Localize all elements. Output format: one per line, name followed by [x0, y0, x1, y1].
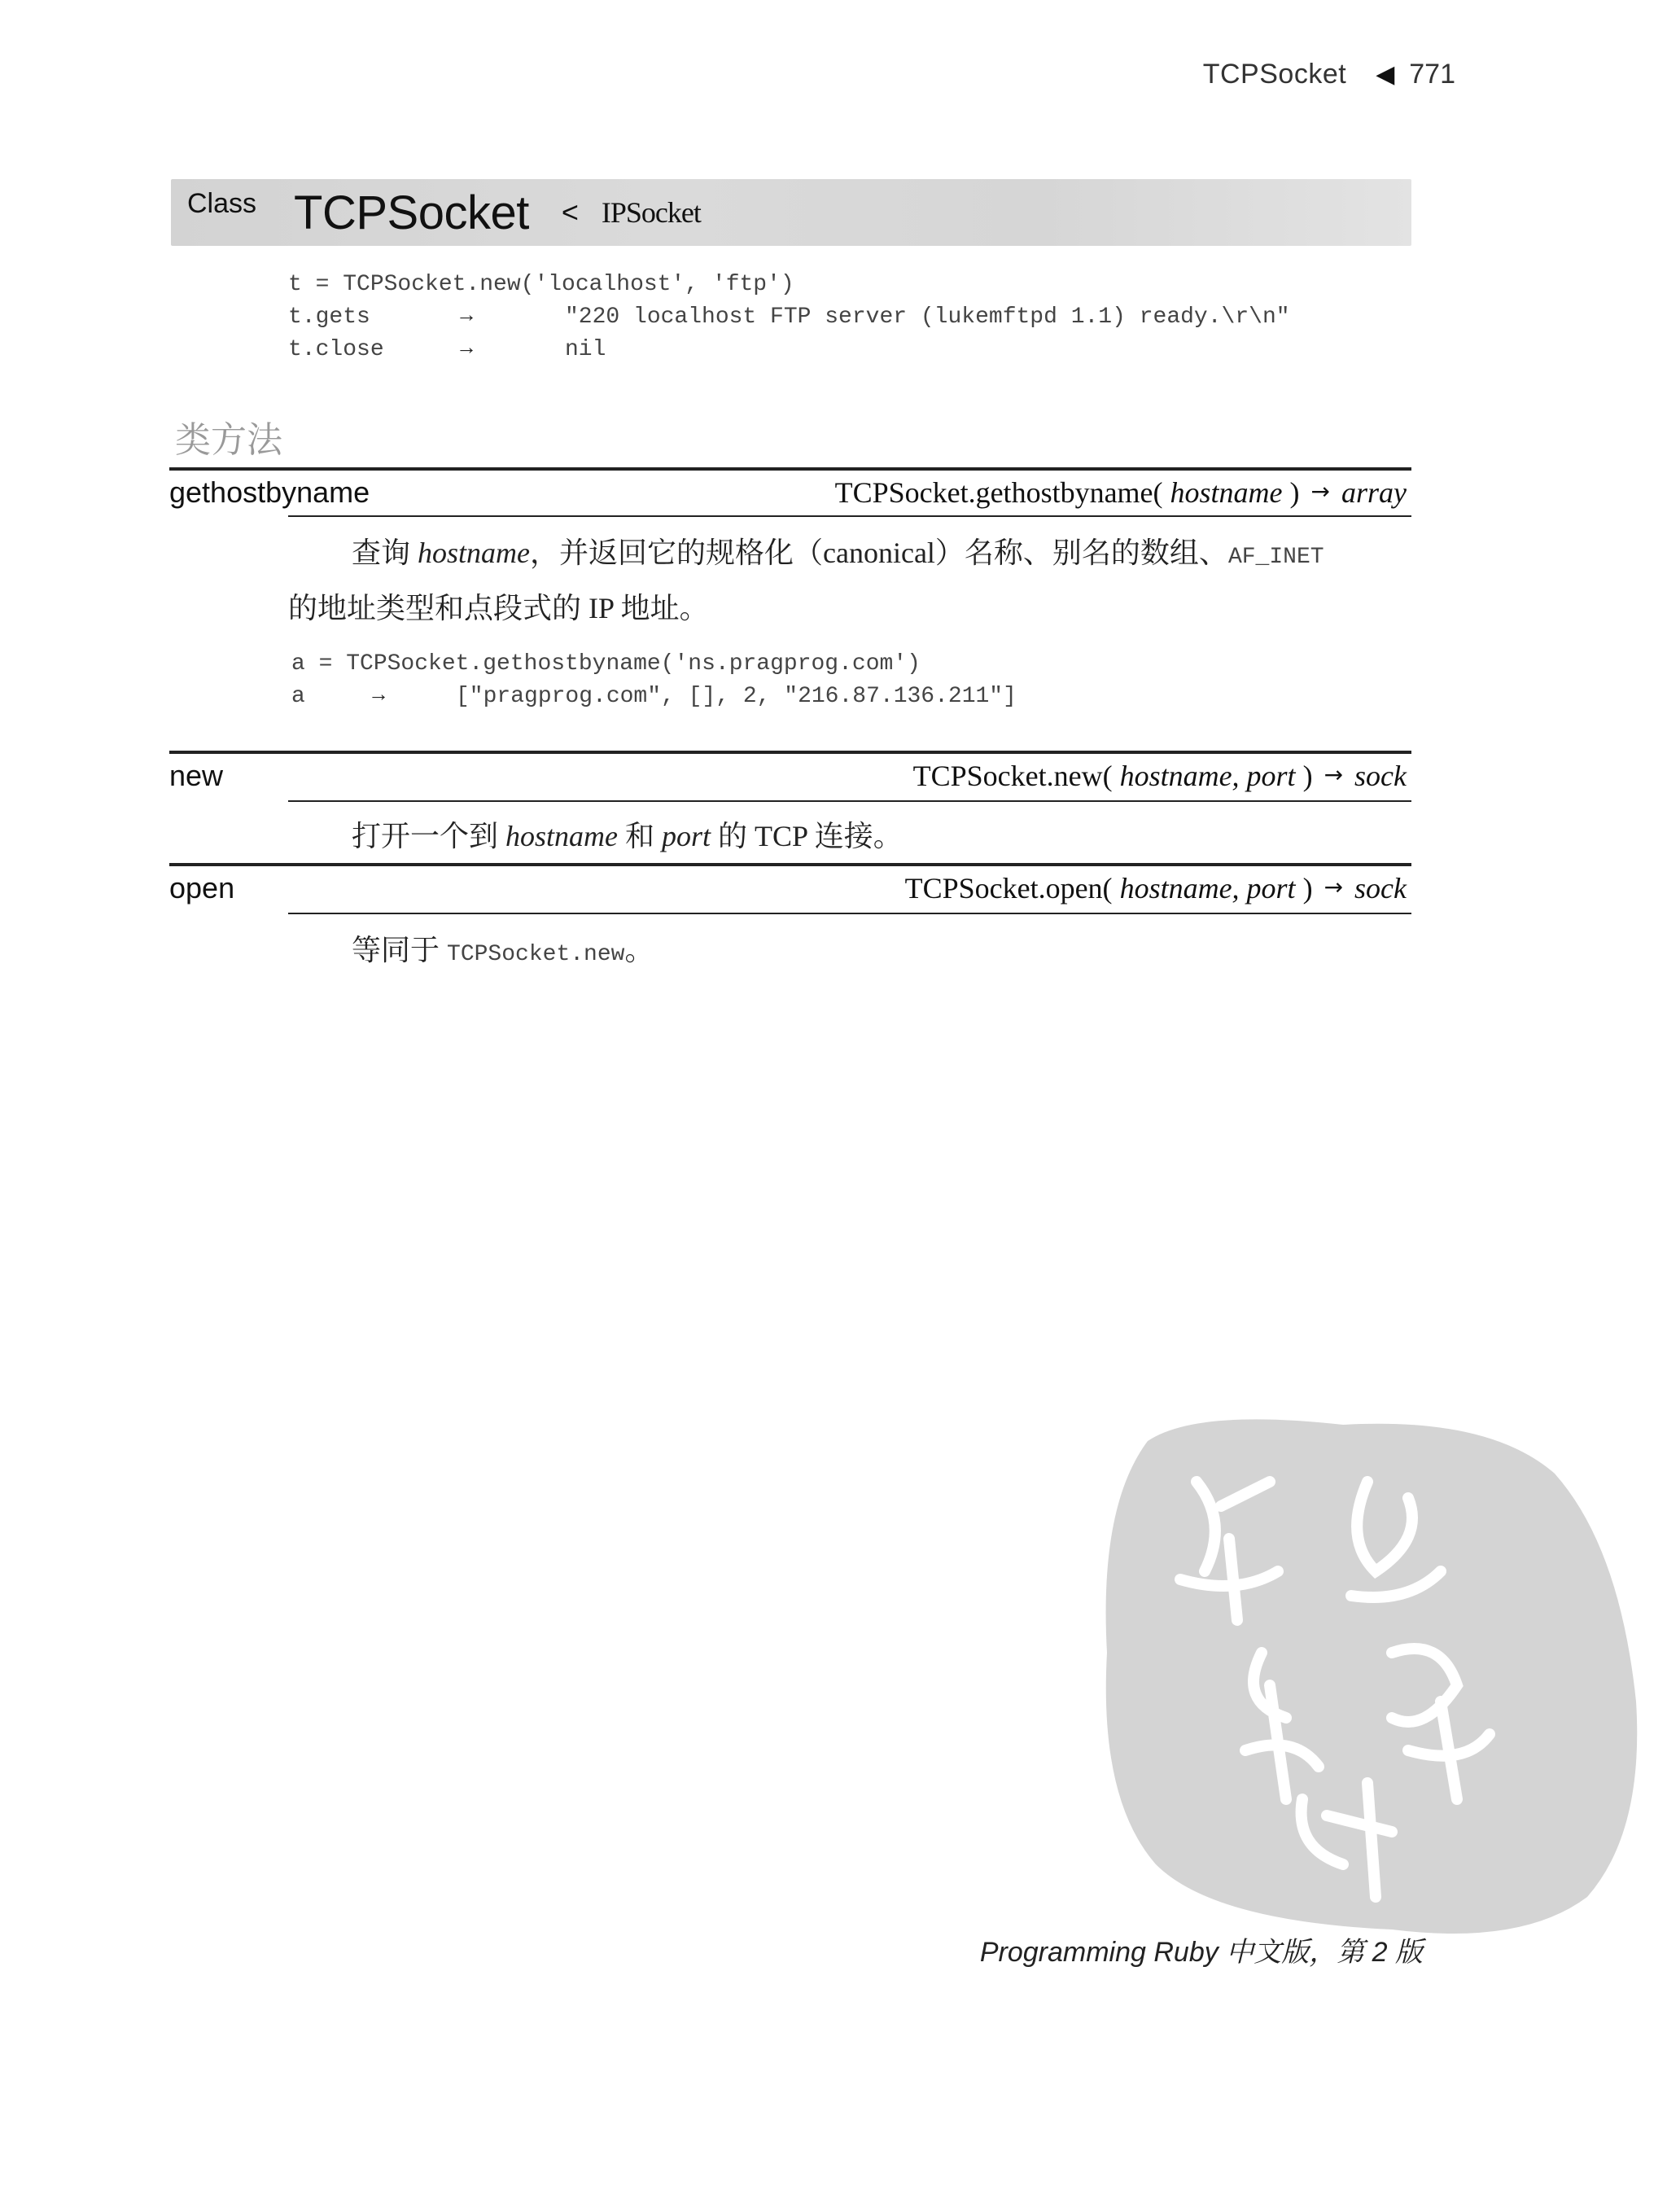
description-code: TCPSocket.new	[447, 942, 625, 967]
signature-prefix: TCPSocket.new(	[912, 760, 1120, 792]
description-text: 打开一个到	[352, 820, 506, 852]
signature-suffix: )	[1295, 760, 1313, 792]
result-arrow-icon: →	[456, 335, 477, 359]
page-number: 771	[1409, 59, 1455, 90]
footer-book-title: Programming Ruby 中文版，第 2 版	[979, 1937, 1423, 1968]
method-description	[352, 811, 903, 861]
method-top-rule	[169, 467, 1411, 471]
result-arrow-icon: →	[368, 682, 389, 706]
description-line	[288, 528, 1420, 583]
signature-underline	[288, 800, 1411, 802]
returns-arrow-icon: →	[1310, 478, 1330, 505]
superclass-name: IPSocket	[601, 196, 701, 229]
description-line: 的地址类型和点段式的 IP 地址。	[288, 592, 709, 624]
code-line: t = TCPSocket.new('localhost', 'ftp')	[288, 272, 794, 297]
seal-watermark	[1099, 1408, 1652, 1946]
description-text: ，并返回它的规格化（canonical）名称、别名的数组、	[530, 537, 1228, 569]
code-result: "220 localhost FTP server (lukemftpd 1.1) ready.\r\n"	[565, 304, 1290, 330]
returns-arrow-icon: →	[1324, 874, 1344, 900]
result-arrow-icon: →	[456, 303, 477, 326]
signature-prefix: TCPSocket.gethostbyname(	[834, 476, 1170, 509]
description-text: 的 TCP 连接。	[711, 820, 903, 852]
signature-suffix: )	[1295, 872, 1313, 905]
code-result: nil	[565, 337, 606, 362]
code-line: t.gets	[288, 304, 370, 330]
description-text: 。	[624, 934, 654, 966]
signature-returns: array	[1341, 476, 1407, 509]
method-name: open	[169, 871, 235, 905]
description-param: hostname	[418, 537, 531, 569]
code-line: t.close	[288, 337, 384, 362]
method-description	[288, 528, 1420, 633]
signature-params: hostname, port	[1119, 760, 1296, 792]
signature-suffix: )	[1282, 476, 1300, 509]
class-banner	[171, 179, 1411, 246]
method-name: gethostbyname	[169, 475, 370, 509]
method-top-rule	[169, 863, 1411, 866]
signature-underline	[288, 515, 1411, 517]
method-signature	[835, 475, 1407, 510]
returns-arrow-icon: →	[1324, 761, 1344, 788]
description-param: hostname	[505, 820, 619, 852]
section-heading: 类方法	[175, 420, 282, 460]
description-text: 等同于	[352, 934, 448, 966]
class-name: TCPSocket	[294, 186, 529, 239]
description-code: AF_INET	[1227, 545, 1324, 570]
class-label: Class	[187, 187, 257, 219]
signature-params: hostname	[1170, 476, 1283, 509]
signature-underline	[288, 913, 1411, 914]
code-line: a = TCPSocket.gethostbyname('ns.pragprog.com')	[291, 651, 921, 677]
signature-params: hostname, port	[1119, 872, 1296, 905]
code-result: ["pragprog.com", [], 2, "216.87.136.211"]	[456, 684, 1017, 709]
running-header-title: TCPSocket	[1202, 59, 1347, 90]
code-line: a	[291, 684, 305, 709]
signature-returns: sock	[1354, 760, 1407, 792]
method-signature	[913, 759, 1407, 793]
running-header	[1203, 59, 1455, 90]
description-text: 和	[618, 820, 663, 852]
signature-prefix: TCPSocket.open(	[904, 872, 1120, 905]
description-text: 查询	[352, 537, 418, 569]
method-signature	[905, 871, 1407, 905]
method-description	[352, 925, 654, 980]
description-param: port	[662, 820, 711, 852]
left-triangle-icon: ◀	[1376, 61, 1395, 88]
method-name: new	[169, 759, 224, 792]
method-top-rule	[169, 751, 1411, 754]
signature-returns: sock	[1354, 872, 1407, 905]
inherit-symbol: <	[561, 195, 579, 229]
